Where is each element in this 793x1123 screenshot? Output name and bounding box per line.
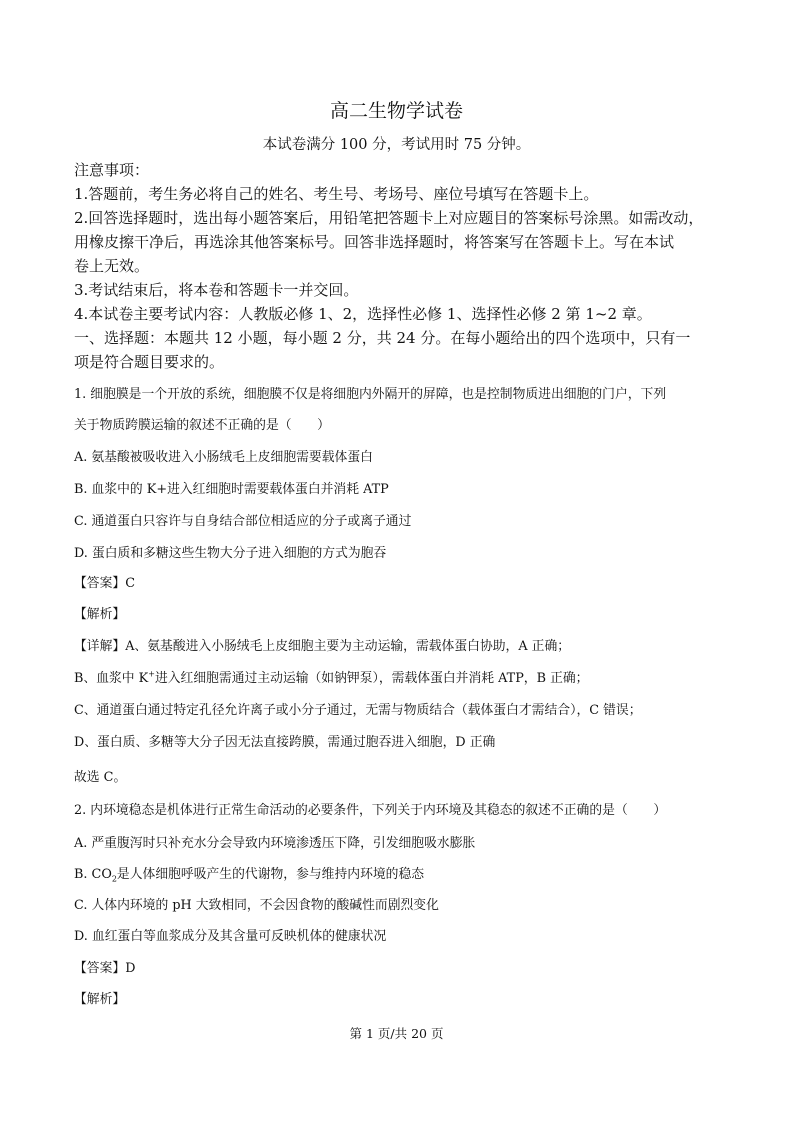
page-number: 第 1 页/共 20 页 <box>349 1026 444 1041</box>
q1-stem-line-2: 关于物质跨膜运输的叙述不正确的是（ ） <box>74 418 330 433</box>
q1-detail-a: 【详解】A、氨基酸进入小肠绒毛上皮细胞主要为主动运输，需载体蛋白协助，A 正确； <box>74 639 571 654</box>
q2-option-b: B. $CO_2$是人体细胞呼吸产生的代谢物，参与维持内环境的稳态 <box>74 867 425 884</box>
q2-analysis-label: 【解析】 <box>74 992 126 1007</box>
page-title: 高二生物学试卷 <box>329 100 463 122</box>
q1-stem-line-1: 1. 细胞膜是一个开放的系统，细胞膜不仅是将细胞内外隔开的屏障，也是控制物质进出细胞的门户，下列 <box>74 387 667 402</box>
q2-option-c: C. 人体内环境的 pH 大致相同，不会因食物的酸碱性而剧烈变化 <box>74 898 439 913</box>
q1-analysis-label: 【解析】 <box>74 607 126 622</box>
note-item-2-line-1: 2.回答选择题时，选出每小题答案后，用铅笔把答题卡上对应题目的答案标号涂黑。如需改动， <box>74 209 704 227</box>
q1-option-c: C. 通道蛋白只容许与自身结合部位相适应的分子或离子通过 <box>74 514 412 529</box>
q1-detail-c: C、通道蛋白通过特定孔径允许离子或小分子通过，无需与物质结合（载体蛋白才需结合），C 错误； <box>74 703 642 718</box>
q2-answer: 【答案】D <box>74 961 136 976</box>
notes-section <box>74 158 734 374</box>
q1-detail-b: B、血浆中 K+进入红细胞需通过主动运输（如钠钾泵），需载体蛋白并消耗 ATP，B 正确； <box>74 669 589 686</box>
q2-stem: 2. 内环境稳态是机体进行正常生命活动的必要条件，下列关于内环境及其稳态的叙述不正确的是（ ） <box>74 803 667 818</box>
q2-option-a: A. 严重腹泻时只补充水分会导致内环境渗透压下降，引发细胞吸水膨胀 <box>74 836 476 851</box>
q1-option-b: B. 血浆中的 K+进入红细胞时需要载体蛋白并消耗 ATP <box>74 482 389 497</box>
q1-option-d: D. 蛋白质和多糖这些生物大分子进入细胞的方式为胞吞 <box>74 546 387 561</box>
q1-conclusion: 故选 C。 <box>74 770 127 785</box>
note-item-4: 4.本试卷主要考试内容：人教版必修 1、2，选择性必修 1、选择性必修 2 第 1~2 章。 <box>74 305 652 323</box>
note-item-3: 3.考试结束后，将本卷和答题卡一并交回。 <box>74 281 359 299</box>
exam-subtitle: 本试卷满分 100 分，考试用时 75 分钟。 <box>262 137 531 153</box>
q1-answer: 【答案】C <box>74 576 135 591</box>
q1-detail-d: D、蛋白质、多糖等大分子因无法直接跨膜，需通过胞吞进入细胞，D 正确 <box>74 735 496 750</box>
note-item-2-line-2: 用橡皮擦干净后，再选涂其他答案标号。回答非选择题时，将答案写在答题卡上。写在本试 <box>74 233 675 251</box>
note-item-1: 1.答题前，考生务必将自己的姓名、考生号、考场号、座位号填写在答题卡上。 <box>74 185 599 203</box>
section-heading-line-2: 项是符合题目要求的。 <box>74 353 225 371</box>
q2-option-d: D. 血红蛋白等血浆成分及其含量可反映机体的健康状况 <box>74 929 387 944</box>
note-item-2-line-3: 卷上无效。 <box>74 257 150 275</box>
section-heading-line-1: 一、选择题：本题共 12 小题，每小题 2 分，共 24 分。在每小题给出的四个选项中，只有一 <box>74 329 691 347</box>
notes-heading: 注意事项： <box>74 161 150 179</box>
q1-option-a: A. 氨基酸被吸收进入小肠绒毛上皮细胞需要载体蛋白 <box>74 450 373 465</box>
